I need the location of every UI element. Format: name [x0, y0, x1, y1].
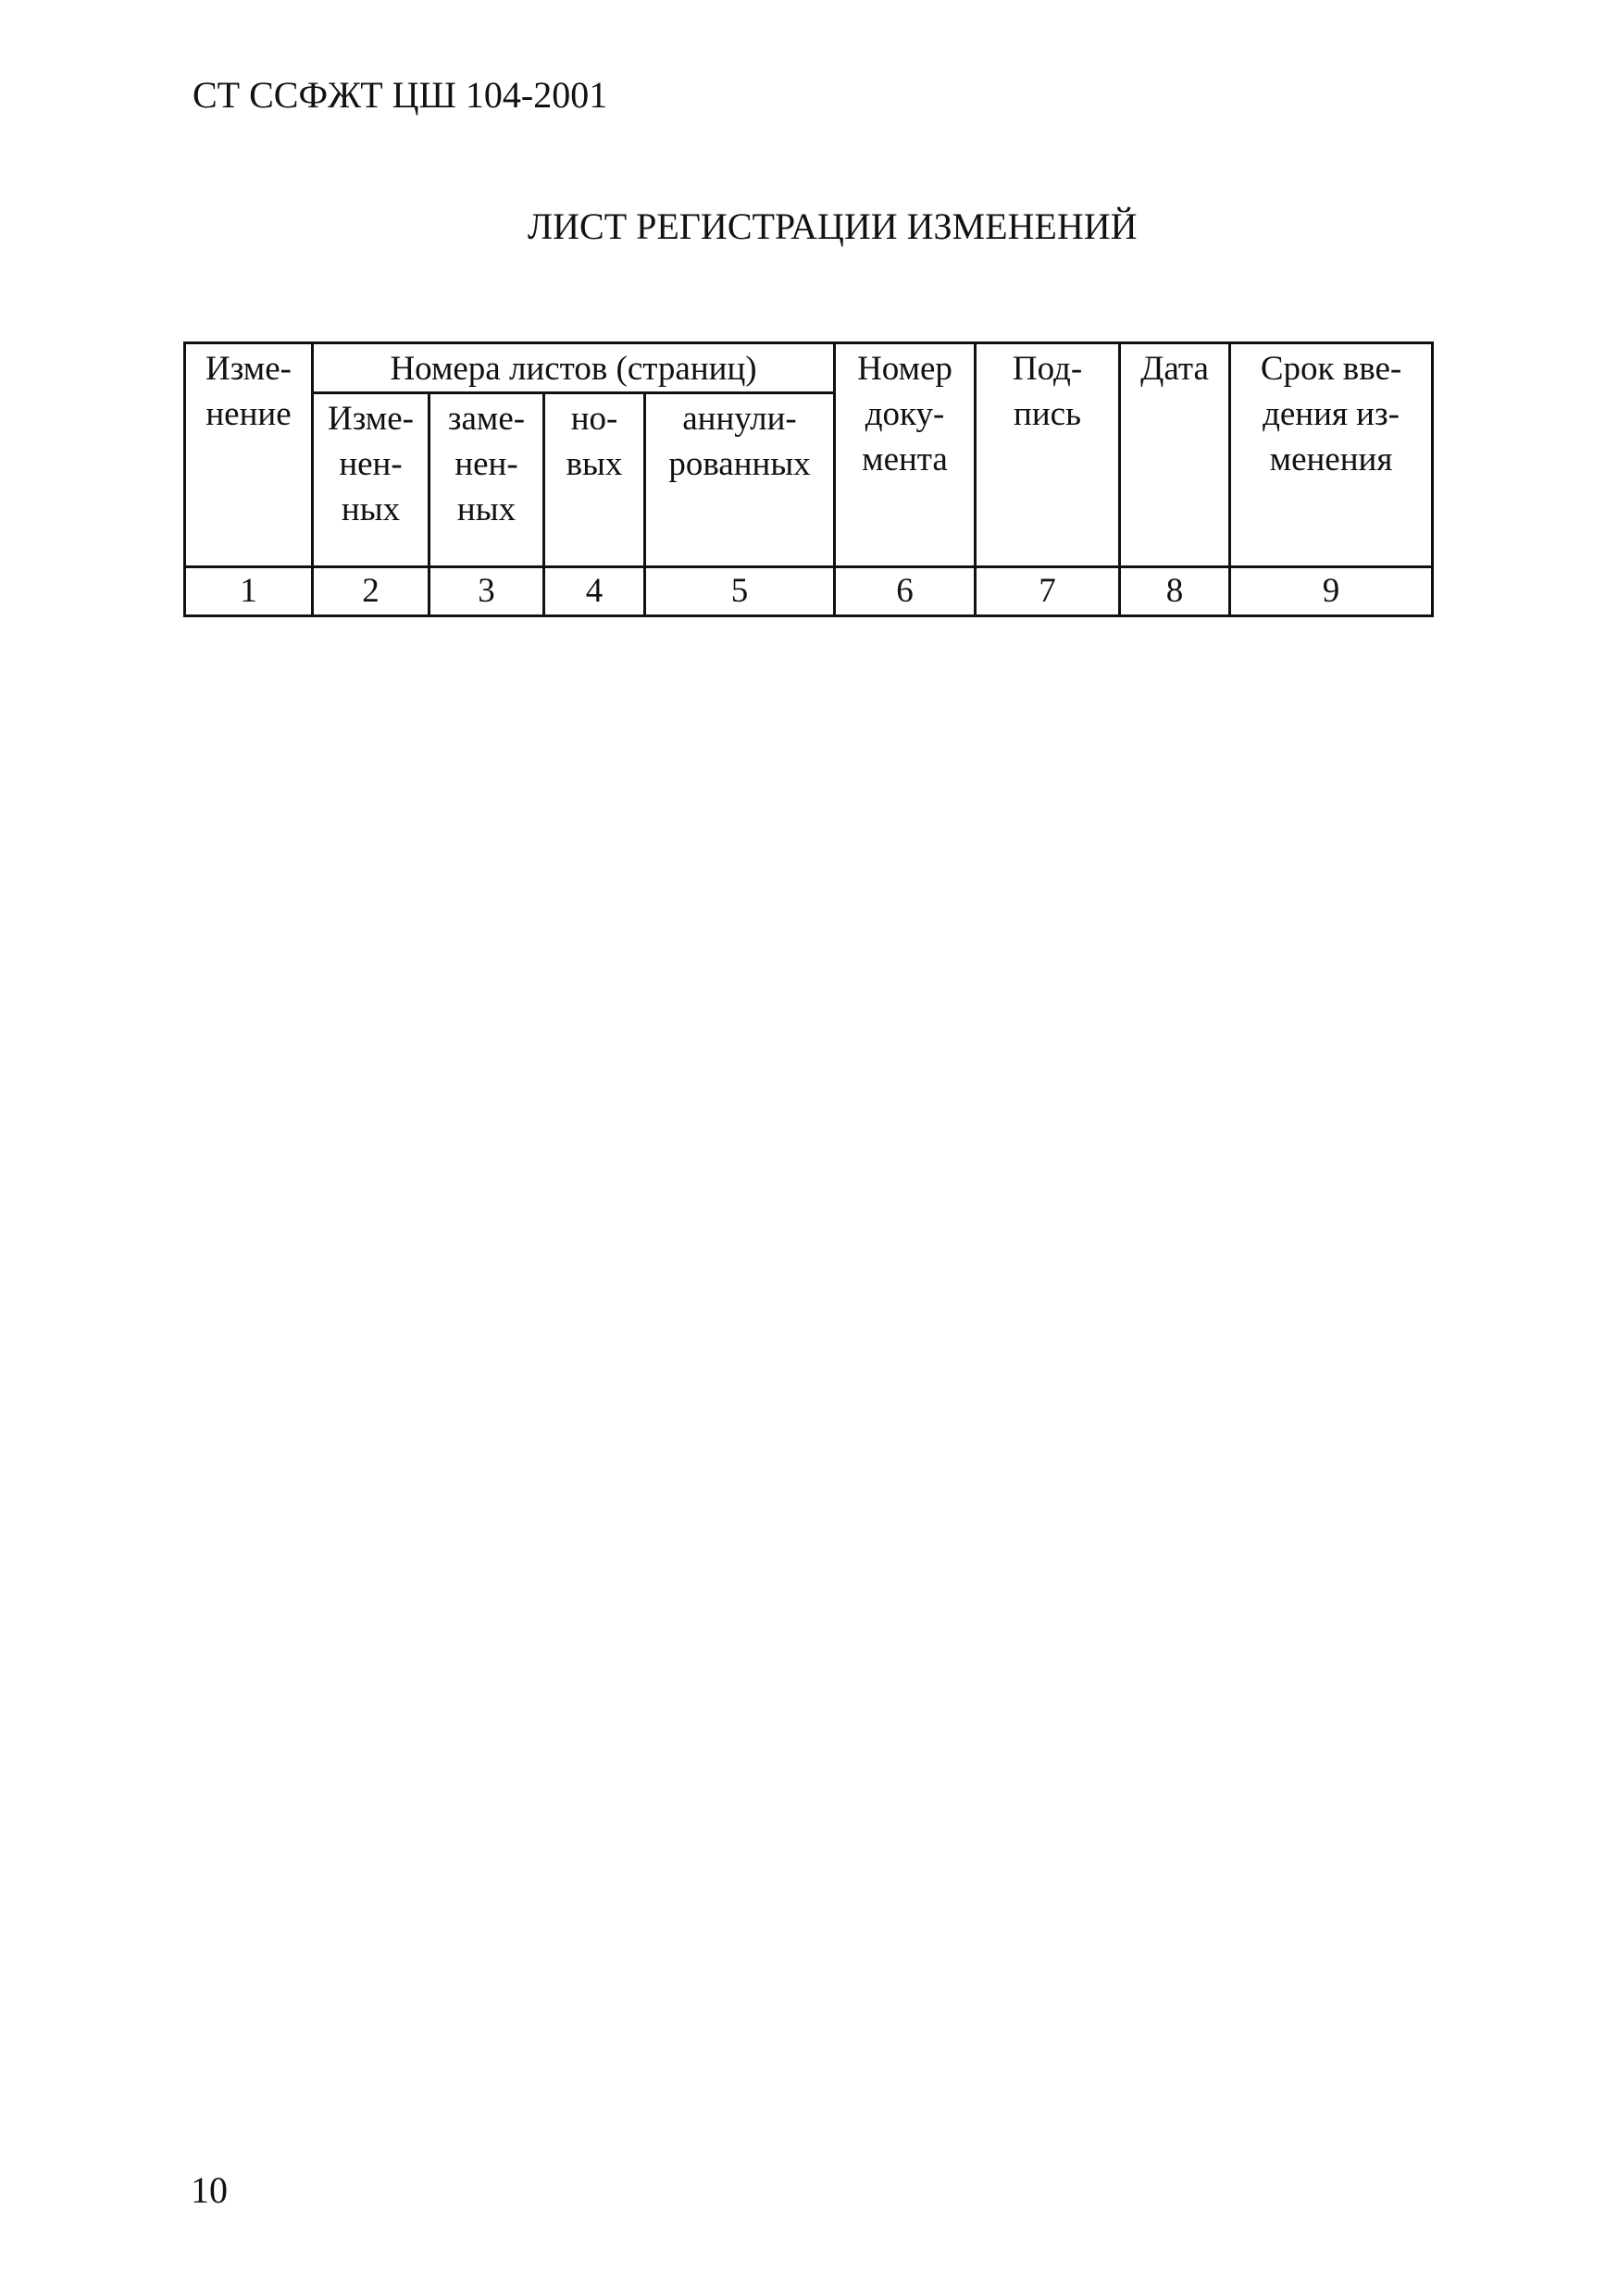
- header-new-sheets: но- вых: [544, 393, 645, 567]
- page-number: 10: [191, 2169, 228, 2211]
- header-document-number: Номер доку- мента: [835, 343, 976, 567]
- column-number: 8: [1120, 567, 1230, 616]
- column-number-row: [185, 567, 1433, 616]
- column-number: 7: [976, 567, 1120, 616]
- column-number: 9: [1230, 567, 1433, 616]
- header-signature: Под- пись: [976, 343, 1120, 567]
- header-change: Изме- нение: [185, 343, 313, 567]
- column-number: 4: [544, 567, 645, 616]
- column-number: 6: [835, 567, 976, 616]
- document-code: СТ ССФЖТ ЦШ 104-2001: [193, 74, 608, 116]
- page-title: ЛИСТ РЕГИСТРАЦИИ ИЗМЕНЕНИЙ: [528, 205, 1138, 247]
- column-number: 2: [313, 567, 429, 616]
- column-number: 3: [429, 567, 544, 616]
- header-annulled-sheets: аннули- рованных: [645, 393, 835, 567]
- column-number: 1: [185, 567, 313, 616]
- header-date: Дата: [1120, 343, 1230, 567]
- header-sheet-numbers: Номера листов (страниц): [313, 343, 835, 393]
- header-replaced-sheets: заме- нен- ных: [429, 393, 544, 567]
- column-number: 5: [645, 567, 835, 616]
- header-effective-term: Срок вве- дения из- менения: [1230, 343, 1433, 567]
- change-registration-table: [183, 341, 1434, 617]
- header-changed-sheets: Изме- нен- ных: [313, 393, 429, 567]
